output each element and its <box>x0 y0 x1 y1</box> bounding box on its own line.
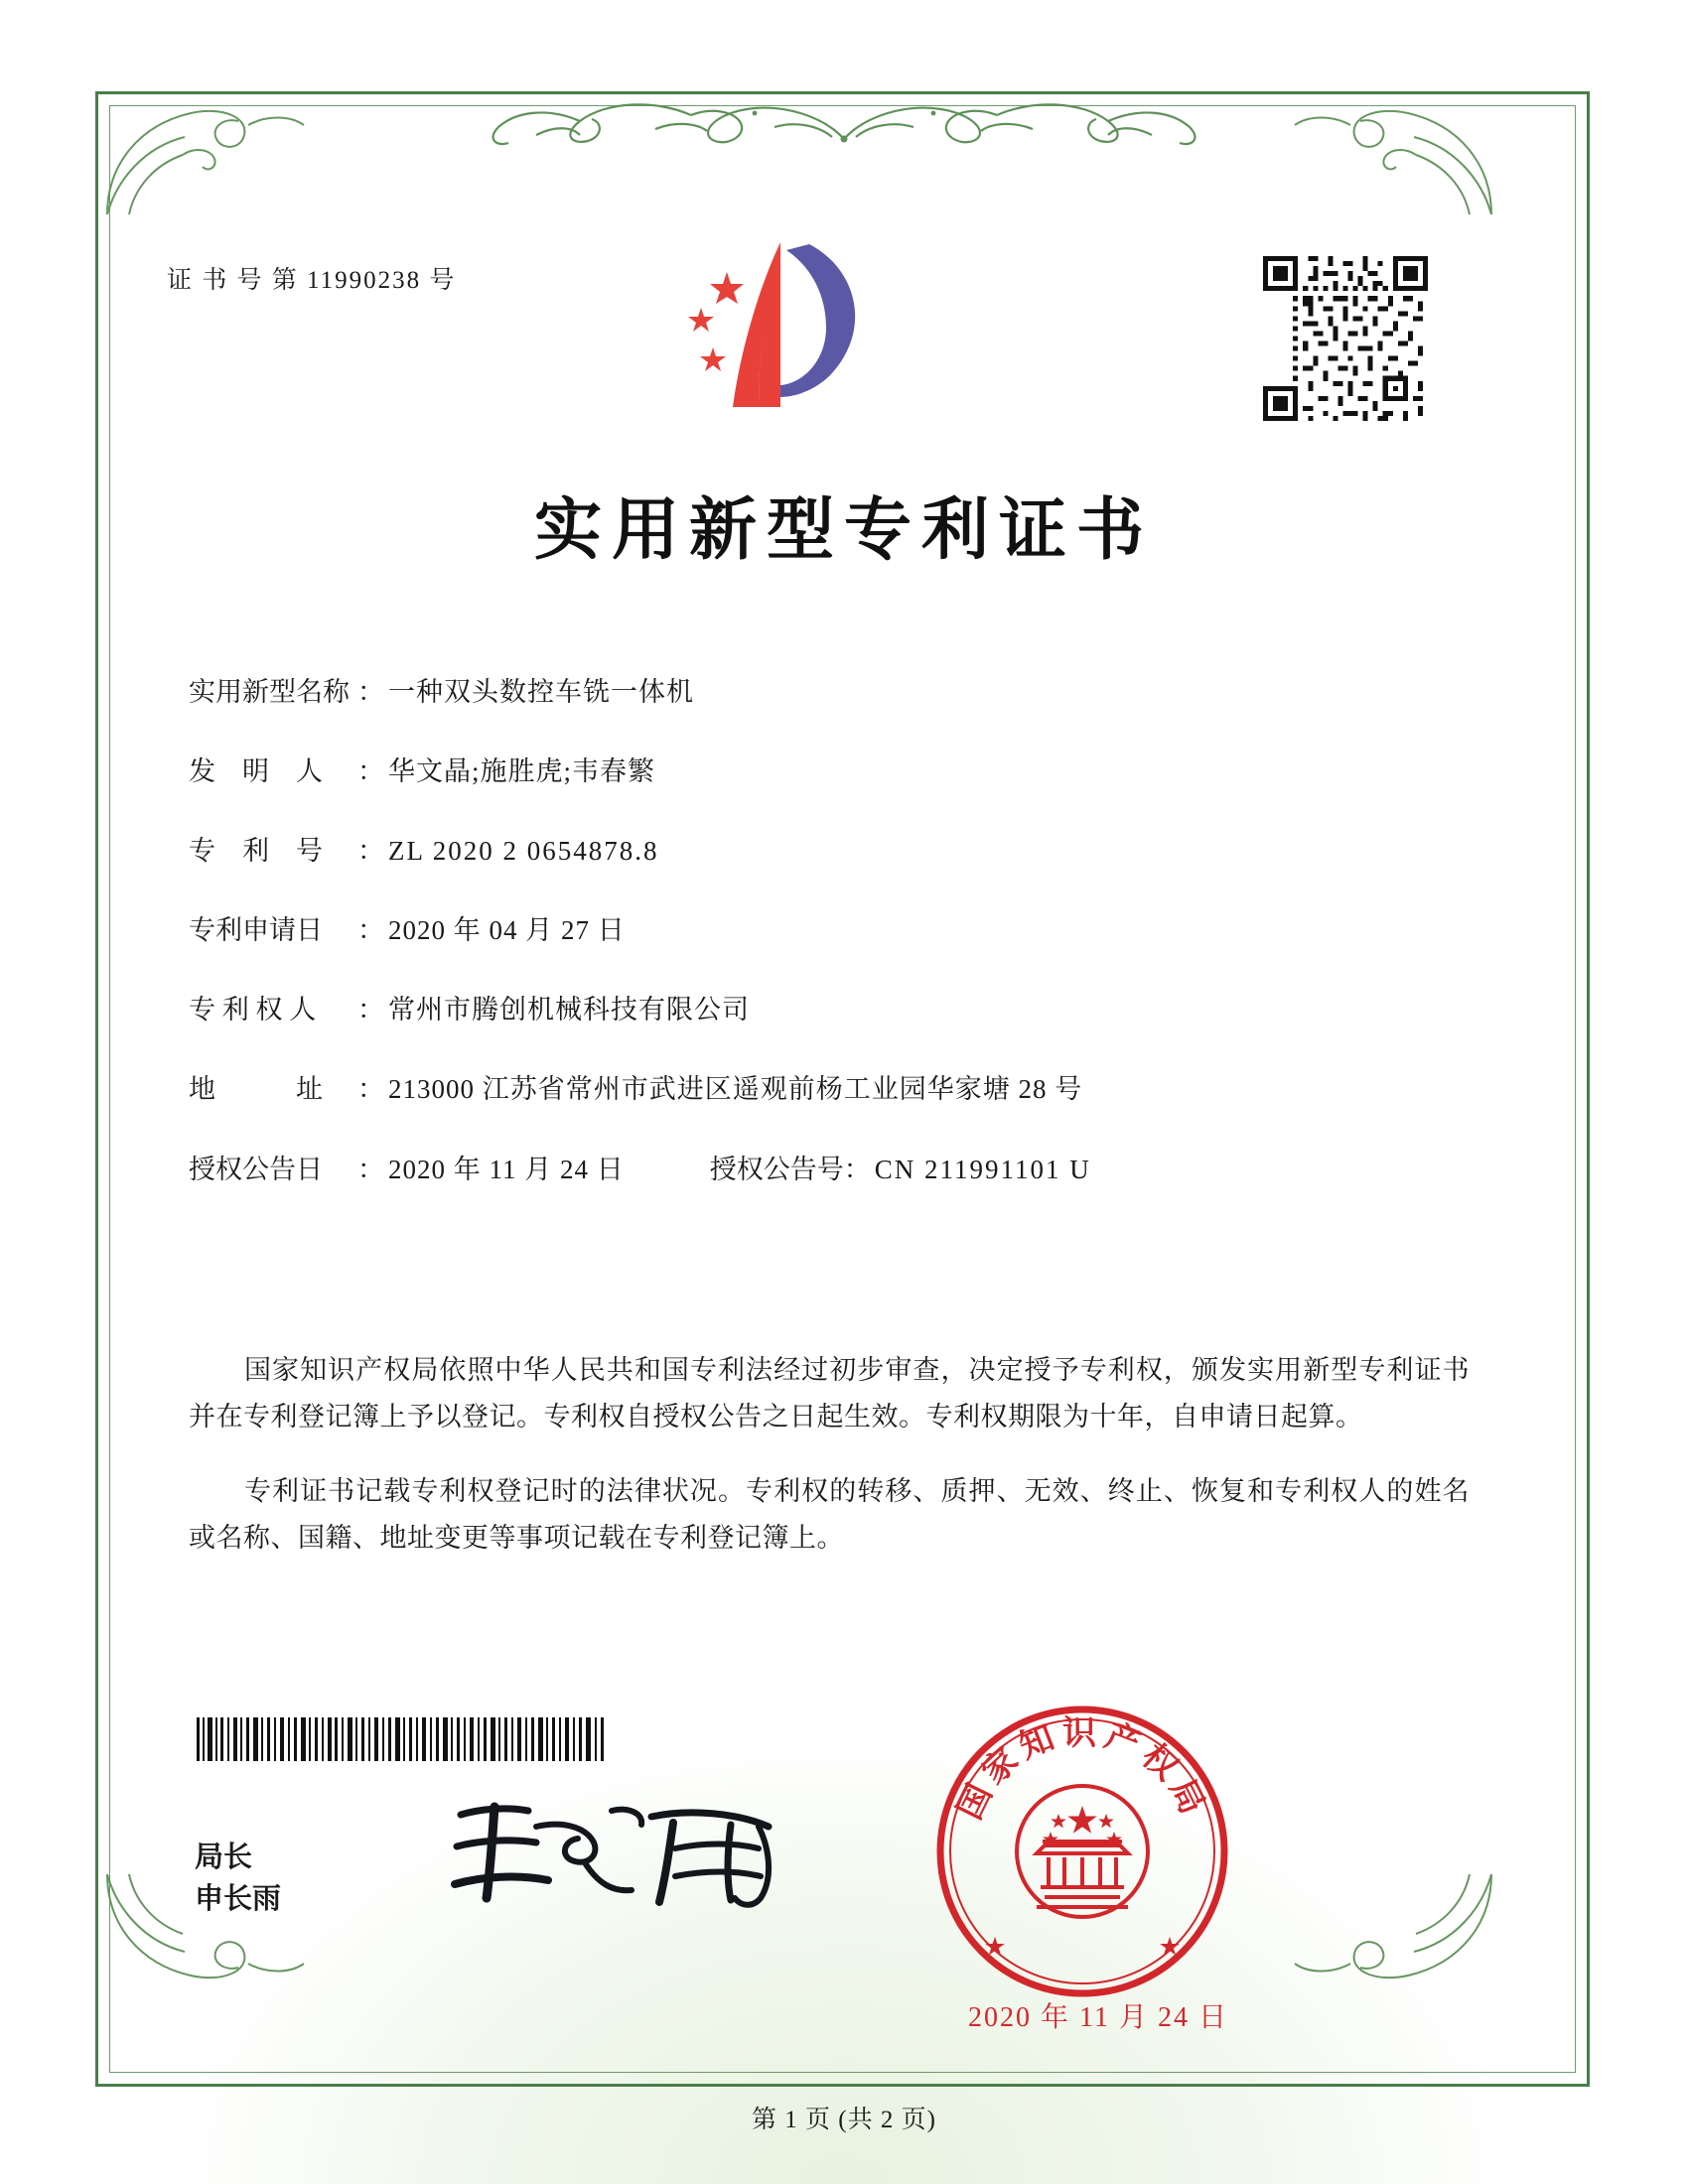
field-grant-announcement <box>189 1153 1479 1187</box>
director-block <box>195 1837 281 1920</box>
field-label: 发 明 人 <box>189 756 323 787</box>
field-list <box>189 675 1479 1232</box>
field-colon: ： <box>357 915 384 946</box>
field-value: ZL 2020 2 0654878.8 <box>388 836 659 867</box>
field-value: 2020 年 04 月 27 日 <box>388 915 626 946</box>
page-footer: 第 1 页 (共 2 页) <box>752 2107 936 2133</box>
director-name-label: 申长雨 <box>195 1883 282 1916</box>
field-colon: ： <box>357 677 384 707</box>
field-label: 专 利 权 人 <box>189 995 317 1025</box>
field-value: 213000 江苏省常州市武进区遥观前杨工业园华家塘 28 号 <box>388 1074 1083 1105</box>
grant-date-value: 2020 年 11 月 24 日 <box>388 1154 625 1184</box>
grant-number-label: 授权公告号 <box>709 1154 844 1184</box>
field-value: 一种双头数控车铣一体机 <box>388 677 694 707</box>
field-value: 华文晶;施胜虎;韦春繁 <box>388 756 656 787</box>
field-address <box>189 1072 1479 1107</box>
page-title: 实用新型专利证书 <box>533 490 1154 570</box>
field-colon: ： <box>357 836 384 867</box>
official-seal <box>933 1703 1231 2000</box>
director-handwritten-signature <box>437 1787 794 1926</box>
grant-number-value: CN 211991101 U <box>874 1154 1091 1184</box>
field-inventors <box>189 754 1479 789</box>
field-colon: ： <box>357 756 384 787</box>
legal-text <box>189 1320 1470 1568</box>
barcode <box>195 1717 610 1761</box>
field-label: 专 利 号 <box>189 836 323 867</box>
field-label: 地 址 <box>189 1074 323 1105</box>
field-colon: ： <box>357 1074 384 1105</box>
grant-date-label: 授权公告日 <box>189 1154 323 1184</box>
field-value: 常州市腾创机械科技有限公司 <box>388 995 750 1025</box>
certificate-number: 证 书 号 第 11990238 号 <box>167 267 457 294</box>
paragraph-grant: 国家知识产权局依照中华人民共和国专利法经过初步审查，决定授予专利权，颁发实用新型专利证书并在专利登记簿上予以登记。专利权自授权公告之日起生效。专利权期限为十年，自申请日起算。 <box>189 1355 1470 1433</box>
paragraph-register: 专利证书记载专利权登记时的法律状况。专利权的转移、质押、无效、终止、恢复和专利权人的姓名或名称、国籍、地址变更等事项记载在专利登记簿上。 <box>189 1475 1470 1553</box>
cnipa-logo-icon <box>655 236 904 415</box>
seal-ring-text: 国家知识产权局 <box>949 1713 1215 1827</box>
field-colon: ： <box>357 995 384 1025</box>
field-patent-number <box>189 834 1479 869</box>
grant-date-colon: ： <box>357 1154 384 1184</box>
top-scroll-ornament <box>357 77 1331 147</box>
qr-code <box>1263 256 1428 421</box>
field-application-date <box>189 913 1479 948</box>
field-patentee <box>189 993 1479 1027</box>
director-title-label: 局长 <box>195 1842 253 1873</box>
seal-date: 2020 年 11 月 24 日 <box>968 2002 1228 2033</box>
field-label: 实用新型名称 <box>189 677 350 707</box>
grant-number-colon: ： <box>843 1154 871 1184</box>
field-label: 专利申请日 <box>189 915 323 946</box>
field-utility-model-name <box>189 675 1479 710</box>
